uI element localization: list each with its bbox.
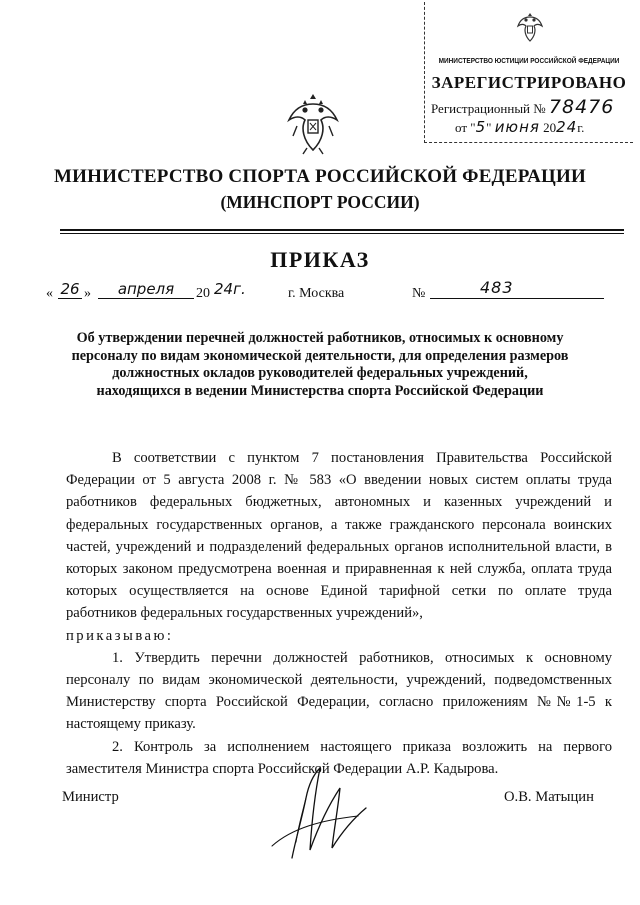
stamp-date-suffix: г. <box>577 120 585 135</box>
date-quote-close: » <box>84 286 91 301</box>
order-word: приказываю: <box>66 627 174 644</box>
number-underline <box>430 298 604 299</box>
stamp-reg-number-line <box>431 96 614 118</box>
small-coat-of-arms-icon <box>515 10 545 44</box>
document-type-title: ПРИКАЗ <box>270 247 370 272</box>
date-quote-open: « <box>46 286 53 301</box>
month-underline <box>98 298 194 299</box>
ministry-abbreviation: (МИНСПОРТ РОССИИ) <box>220 192 420 212</box>
ministry-title: МИНИСТЕРСТВО СПОРТА РОССИЙСКОЙ ФЕДЕРАЦИИ <box>54 166 586 187</box>
stamp-date-line <box>455 118 584 136</box>
stamp-date-prefix: от " <box>455 120 476 135</box>
day-underline <box>58 298 82 299</box>
stamp-registered: ЗАРЕГИСТРИРОВАНО <box>431 73 627 92</box>
registration-stamp <box>424 2 633 143</box>
order-subject: Об утверждении перечней должностей работников, относимых к основному персоналу по видам экономической деятельности, для определения размеров должностных окладов руководителей федеральных учреждений, находящихся в ведении Министерства спорта Российской Федерации <box>71 330 569 399</box>
stamp-date-month: июня <box>494 118 540 136</box>
coat-of-arms-icon <box>285 92 341 156</box>
order-month: апреля <box>117 280 175 298</box>
header-rule-thin <box>60 233 624 234</box>
order-year <box>214 280 246 298</box>
order-meta-row <box>0 278 640 306</box>
header-rule <box>60 229 624 231</box>
stamp-reg-label: Регистрационный № <box>431 101 546 116</box>
order-number: 483 <box>480 278 514 297</box>
stamp-date-year-prefix: 20 <box>543 120 557 135</box>
stamp-date-mid: " <box>486 120 492 135</box>
order-number-label: № <box>412 286 426 301</box>
stamp-reg-number: 78476 <box>548 96 615 118</box>
handwritten-signature <box>262 758 382 868</box>
order-year-prefix: 20 <box>196 286 210 301</box>
order-year-suffix: г. <box>233 280 246 298</box>
stamp-date-year: 24 <box>556 118 578 136</box>
stamp-date-day: 5 <box>475 118 487 136</box>
preamble-paragraph: В соответствии с пунктом 7 постановления Правительства Российской Федерации от 5 августа 2008 г. № 583 «О введении новых систем оплаты труда работников федеральных бюджетных, автономных и казенных учреждений и федеральных государственных органов, а также гражданского персонала воинских частей, учреждений и подразделений федеральных органов исполнительной власти, в которых законом предусмотрена военная и приравненная к ней служба, оплата труда которых осуществляется на основе Единой тарифной сетки по оплате труда работников федеральных государственных учреждений», <box>66 450 612 622</box>
stamp-ministry: МИНИСТЕРСТВО ЮСТИЦИИ РОССИЙСКОЙ ФЕДЕРАЦИИ <box>438 56 620 65</box>
order-city: г. Москва <box>288 286 345 301</box>
order-item-2: 2. Контроль за исполнением настоящего приказа возложить на первого заместителя Министра спорта Российской Федерации А.Р. Кадырова. <box>66 738 612 777</box>
signer-name: О.В. Матыцин <box>504 789 594 805</box>
order-body <box>66 447 612 780</box>
order-year-digits: 24 <box>214 280 234 298</box>
order-day: 26 <box>60 280 80 298</box>
signer-role: Министр <box>62 789 119 805</box>
order-item-1: 1. Утвердить перечни должностей работников, относимых к основному персоналу по видам экономической деятельности, учреждений, подведомственных Министерству спорта Российской Федерации, согласно приложениям №№1-5 к настоящему приказу. <box>66 649 612 733</box>
